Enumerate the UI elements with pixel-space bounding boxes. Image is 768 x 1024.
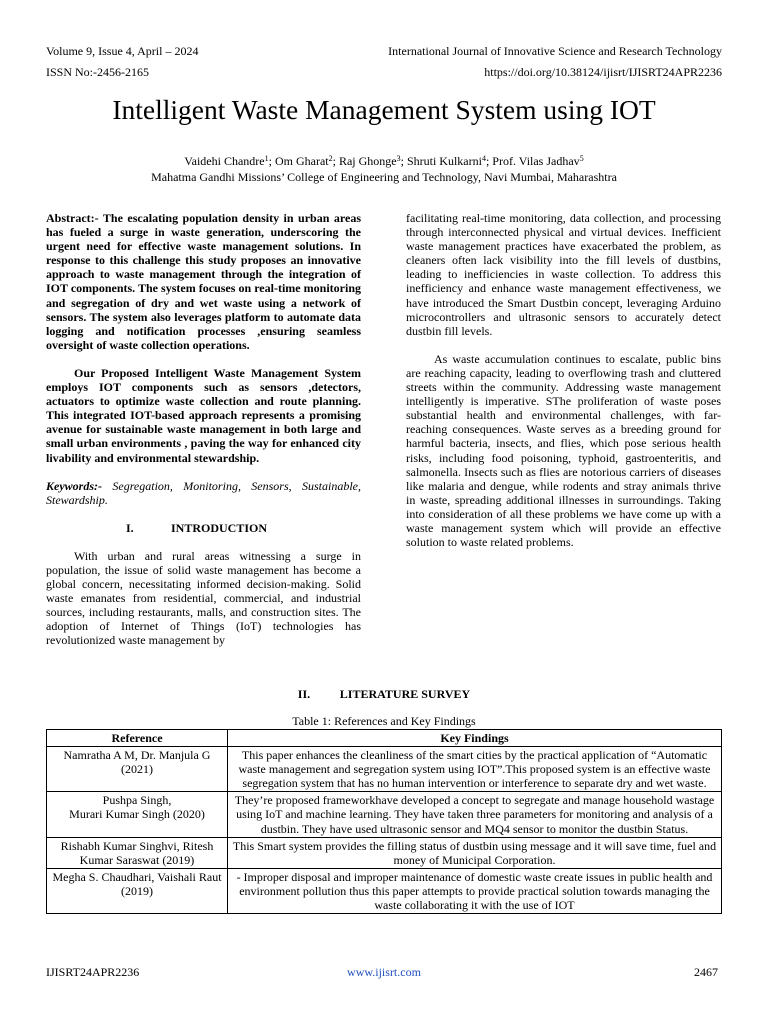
author-name: Shruti Kulkarni	[406, 154, 482, 168]
header-journal: International Journal of Innovative Science and Research Technology	[388, 44, 722, 58]
author-block	[0, 153, 768, 185]
author-list	[0, 153, 768, 169]
keywords	[46, 479, 361, 507]
left-column	[46, 211, 361, 648]
table-row	[47, 868, 722, 913]
table-row	[47, 837, 722, 868]
author-separator: ;	[268, 154, 275, 168]
paper-title: Intelligent Waste Management System using IOT	[112, 94, 656, 125]
finding-cell: This paper enhances the cleanliness of the smart cities by the practical application of “Automatic waste management and segregation system using IOT”.This proposed system is an effective waste segregation system that has no human intervention or interference to separate dry and wet waste.	[228, 747, 722, 792]
keywords-label: Keywords:-	[46, 478, 102, 493]
footer-paper-id: IJISRT24APR2236	[46, 965, 140, 979]
section-number: II.	[297, 687, 311, 701]
table-row	[47, 747, 722, 792]
reference-cell: Namratha A M, Dr. Manjula G (2021)	[47, 747, 228, 792]
author-affil-mark: 3	[396, 154, 401, 163]
author-name: Vaidehi Chandre	[184, 154, 265, 168]
table-header-row	[47, 730, 722, 747]
author-separator: ;	[332, 154, 339, 168]
reference-cell	[47, 792, 228, 837]
column-header-reference: Reference	[47, 730, 228, 747]
reference-line: Pushpa Singh,	[102, 793, 172, 808]
body-paragraph-continued: facilitating real-time monitoring, data collection, and processing through interconnected physical and virtual devices. Inefficient waste management practices have exacerbated the problem, as cleaners often lack visibility into the fill levels of dustbins, leading to inefficiencies in waste collection. To address this inefficiency and enhance waste management effectiveness, we have introduced the Smart Dustbin concept, leveraging Arduino microcontrollers and ultrasonic sensors to accurately detect dustbin fill levels.	[406, 211, 721, 338]
reference-cell: Rishabh Kumar Singhvi, Ritesh Kumar Saraswat (2019)	[47, 837, 228, 868]
header-issn: ISSN No:-2456-2165	[46, 65, 150, 79]
column-header-key-findings: Key Findings	[228, 730, 722, 747]
author-separator: ;	[400, 154, 407, 168]
finding-cell: - Improper disposal and improper maintenance of domestic waste create issues in public health and environment pollution thus this paper attempts to provide practical solution towards managing the waste collaborating it with the use of IOT	[228, 868, 722, 913]
author-name: Raj Ghonge	[338, 154, 397, 168]
table-caption: Table 1: References and Key Findings	[292, 714, 476, 728]
author-name: Om Gharat	[274, 154, 329, 168]
author-affil-mark: 1	[264, 154, 269, 163]
section-number: I.	[126, 520, 134, 535]
author-separator: ;	[485, 154, 493, 168]
section-heading-literature-survey	[0, 687, 768, 702]
footer-website-container	[0, 965, 768, 980]
footer-website-link[interactable]: www.ijisrt.com	[347, 965, 421, 979]
author-affil-mark: 5	[579, 154, 584, 163]
abstract-paragraph: Abstract:- The escalating population density in urban areas has fueled a surge in waste generation, underscoring the urgent need for effective waste management solutions. In response to this challenge this study proposes an innovative approach to waste management through the integration of IOT components. The system focuses on real-time monitoring and segregation of dry and wet waste using a network of sensors. The system also leverages platform to automate data logging and notification processes ,ensuring seamless oversight of waste collection operations.	[46, 211, 361, 352]
right-column	[406, 211, 721, 549]
affiliation: Mahatma Gandhi Missions’ College of Engineering and Technology, Navi Mumbai, Maharashtra	[151, 170, 617, 184]
body-paragraph: As waste accumulation continues to escalate, public bins are reaching capacity, leading to overflowing trash and cluttered streets within the community. Addressing waste management intelligently is imperative. SThe proliferation of waste poses substantial health and environmental challenges, with far-reaching consequences. Waste serves as a breeding ground for harmful bacteria, insects, and flies, which pose serious health risks, including food poisoning, typhoid, gastroenteritis, and salmonella. Insects such as flies are notorious carriers of diseases like malaria and dengue, while rodents and stray animals thrive in waste, spreading additional illnesses in surroundings. Taking into consideration of all these problems we have come up with a waste management system which will provide an effective solution to waste related problems.	[406, 351, 721, 550]
page-number: 2467	[694, 965, 718, 979]
header-volume: Volume 9, Issue 4, April – 2024	[46, 44, 199, 58]
author-affil-mark: 4	[481, 154, 486, 163]
section-title: INTRODUCTION	[171, 520, 268, 535]
table-row	[47, 792, 722, 837]
section-heading-introduction	[46, 521, 361, 535]
author-name: Prof. Vilas Jadhav	[492, 154, 580, 168]
finding-cell: They’re proposed frameworkhave developed a concept to segregate and manage household wastage using IoT and machine learning. They have taken three parameters for monitoring and analysis of a dustbin. They have used ultrasonic sensor and MQ4 sensor to monitor the dustbin Status.	[228, 792, 722, 837]
reference-line: Murari Kumar Singh (2020)	[69, 807, 205, 822]
references-table	[46, 729, 722, 914]
header-doi[interactable]: https://doi.org/10.38124/ijisrt/IJISRT24APR2236	[484, 65, 722, 79]
section-title: LITERATURE SURVEY	[339, 687, 471, 701]
reference-cell: Megha S. Chaudhari, Vaishali Raut (2019)	[47, 868, 228, 913]
author-affil-mark: 2	[328, 154, 333, 163]
keywords-text: Segregation, Monitoring, Sensors, Sustainable, Stewardship.	[46, 478, 361, 507]
abstract-paragraph: Our Proposed Intelligent Waste Management System employs IOT components such as sensors ,detectors, actuators to optimize waste collection and route planning. This integrated IOT-based approach represents a promising avenue for sustainable waste management in both large and small urban environments , paving the way for enhanced city livability and environmental stewardship.	[46, 365, 361, 465]
body-paragraph: With urban and rural areas witnessing a surge in population, the issue of solid waste management has become a global concern, necessitating informed decision-making. Solid waste emanates from residential, commercial, and industrial sources, including restaurants, malls, and construction sites. The adoption of Internet of Things (IoT) technologies has revolutionized waste management by	[46, 548, 361, 648]
finding-cell: This Smart system provides the filling status of dustbin using message and it will save time, fuel and money of Municipal Corporation.	[228, 837, 722, 868]
